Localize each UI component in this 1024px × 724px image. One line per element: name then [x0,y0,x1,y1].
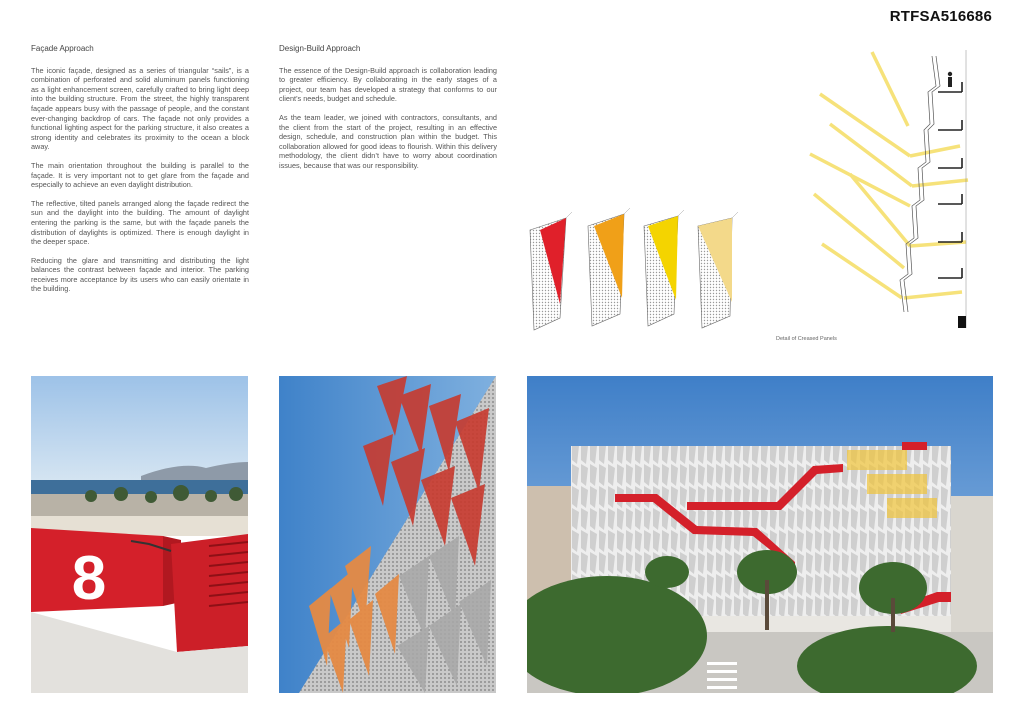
creased-panels-diagram [526,208,756,338]
diagram-caption: Detail of Creased Panels [776,336,837,342]
building-elevation-photo [527,376,993,693]
daylight-section-diagram [800,46,990,336]
design-build-section [279,44,497,180]
project-code: RTFSA516686 [889,8,992,25]
light-rays [810,52,968,298]
panel-pale-yellow [698,212,738,328]
panel-orange [588,208,630,326]
rooftop-photo [31,376,248,693]
design-build-paragraph: The essence of the Design-Build approach is collaboration leading to greater efficiency. By collaborating in the early stages of a project, our team has developed a strategy that conforms to our client’s needs, budget and schedule. [279,65,497,104]
panel-yellow [644,210,684,326]
design-build-title: Design-Build Approach [279,44,361,53]
facade-paragraph: The reflective, tilted panels arranged along the façade redirect the sun and the daylight into the building. The amount of daylight entering the parking is the same, but with the façade panels the distribution of daylights is optimized. There is enough daylight in the deeper space. [31,198,249,247]
design-build-paragraph: As the team leader, we joined with contractors, consultants, and the client from the start of the project, resulting in an effective design, schedule, and construction plan within the budget. This collaboration allowed for good ideas to flourish. Within this delivery methodology, the client didn’t have to worry about coordination issues, because that was our responsibility. [279,112,497,170]
level-number: 8 [71,544,107,613]
facade-paragraph: Reducing the glare and transmitting and distributing the light balances the contrast between façade and interior. The parking receives more acceptance by its users who can easily orientate in the building. [31,255,249,294]
panel-red [530,212,572,330]
facade-approach-section [31,44,249,303]
facade-paragraph: The iconic façade, designed as a series of triangular “sails”, is a combination of perforated and solid aluminum panels functioning as a light enhancement screen, carefully crafted to bring light deep into the building structure. From the street, the highly transparent façade appears busy with the passage of people, and the constant ever-changing backdrop of cars. The façade not only provides a functional lighting aspect for the parking structure, it also creates a strong identity and celebrates its proximity to the ocean a block away. [31,65,249,152]
facade-paragraph: The main orientation throughout the building is parallel to the façade. It is very important not to get glare from the façade and especially to achieve an even daylight distribution. [31,160,249,190]
person-silhouette [948,72,952,87]
facade-approach-title: Façade Approach [31,44,94,53]
ground-block [958,316,966,328]
facade-closeup-photo [279,376,496,693]
